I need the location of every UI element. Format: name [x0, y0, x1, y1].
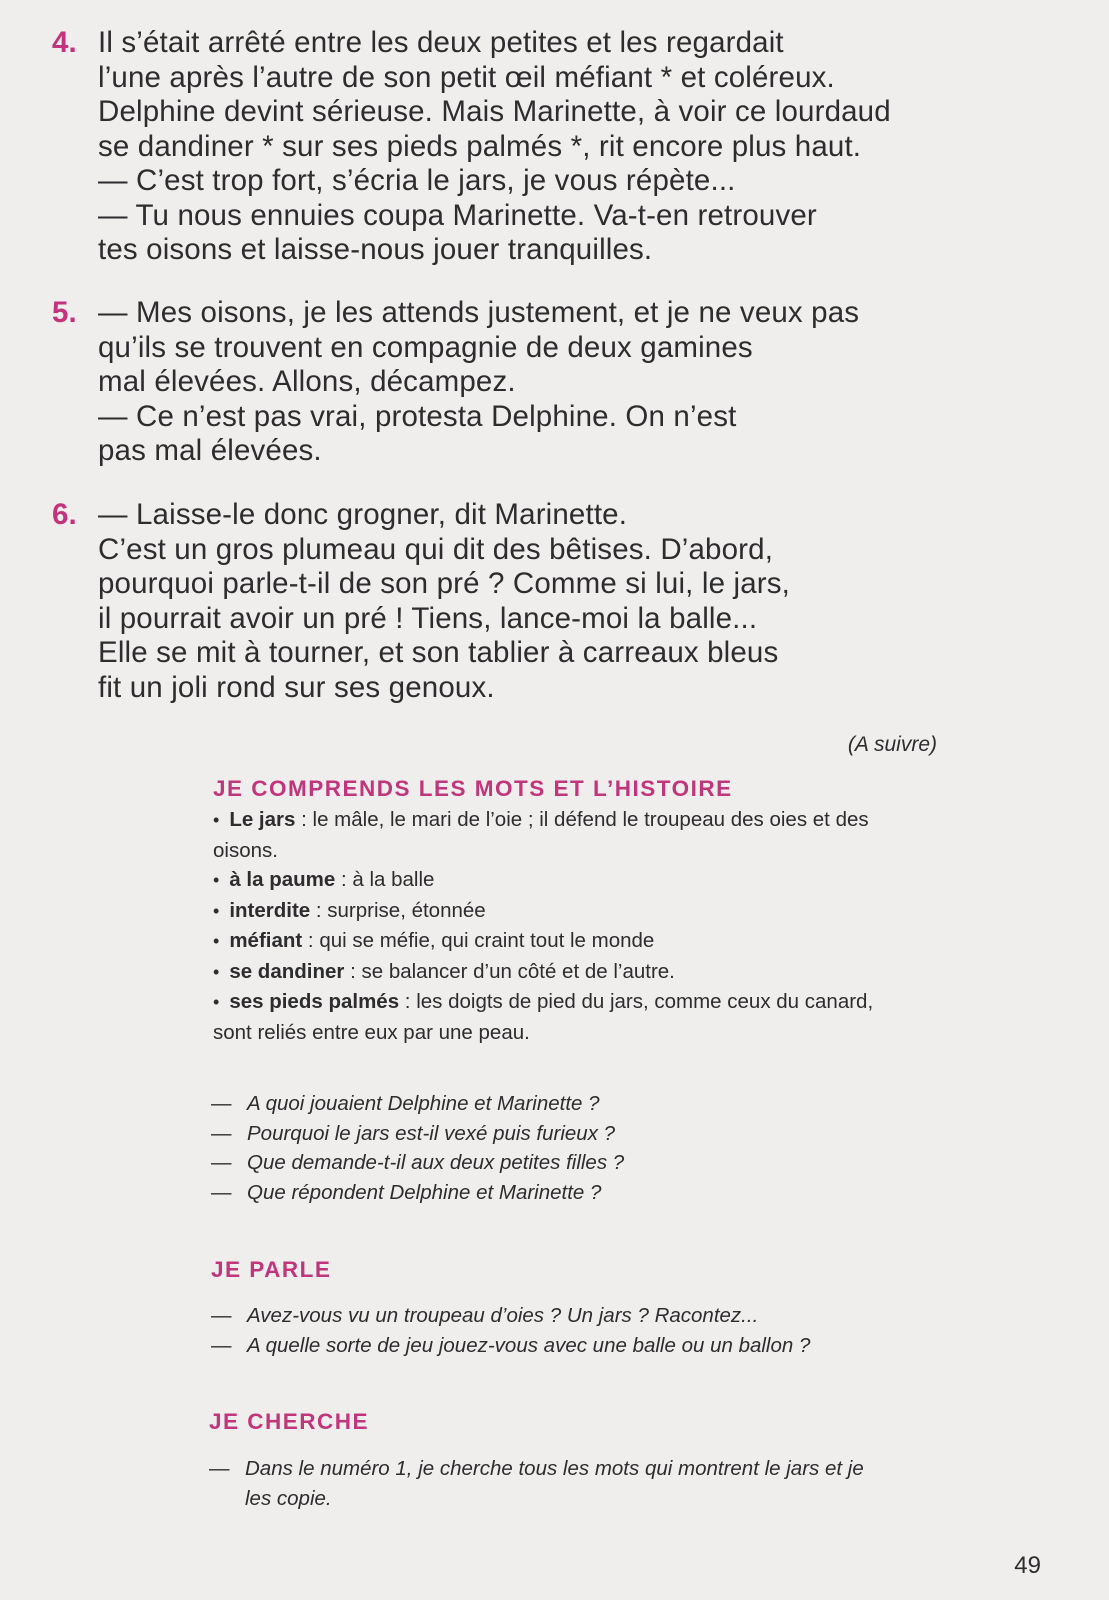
glossary-list [213, 805, 1063, 1047]
glossary-definition: le mâle, le mari de l’oie ; il défend le troupeau des oies et des [312, 808, 869, 831]
paragraph-number: 4. [52, 26, 77, 59]
text-line: fit un joli rond sur ses genoux. [98, 670, 495, 704]
question-text: Dans le numéro 1, je cherche tous les mots qui montrent le jars et je [245, 1457, 864, 1480]
text-line: pourquoi parle-t-il de son pré ? Comme si lui, le jars, [98, 567, 790, 600]
text-line: tes oisons et laisse-nous jouer tranquilles. [98, 233, 653, 266]
question-text: A quoi jouaient Delphine et Marinette ? [247, 1092, 600, 1115]
glossary-definition-cont: sont reliés entre eux par une peau. [213, 1020, 530, 1044]
text-line: l’une après l’autre de son petit œil méfiant * et coléreux. [98, 60, 835, 94]
question-text-cont: les copie. [245, 1486, 332, 1510]
section-heading-comprends: JE COMPRENDS LES MOTS ET L’HISTOIRE [213, 776, 733, 801]
glossary-item [213, 957, 1063, 988]
comprends-questions [211, 1089, 1061, 1207]
glossary-separator: : [295, 808, 313, 831]
glossary-definition: à la balle [352, 868, 435, 891]
glossary-item [213, 896, 1063, 927]
dash-icon: — [211, 1151, 232, 1174]
glossary-separator: : [399, 990, 417, 1013]
text-line: — Ce n’est pas vrai, protesta Delphine. On n’est [98, 399, 737, 433]
glossary-item [213, 805, 1063, 865]
paragraph-6 [52, 498, 1062, 705]
text-line: mal élevées. Allons, décampez. [98, 365, 516, 398]
question-item [211, 1148, 1061, 1178]
glossary-separator: : [335, 868, 353, 891]
question-item [211, 1089, 1061, 1119]
bullet-icon: • [213, 961, 220, 982]
text-line: Delphine devint sérieuse. Mais Marinette, à voir ce lourdaud [98, 95, 891, 128]
glossary-separator: : [310, 898, 328, 922]
paragraph-number: 5. [52, 296, 77, 329]
dash-icon: — [211, 1333, 232, 1357]
glossary-definition: surprise, étonnée [327, 898, 486, 922]
glossary-item [213, 987, 1063, 1047]
cherche-instructions [209, 1454, 1059, 1513]
dash-icon: — [211, 1304, 232, 1327]
text-line: — Mes oisons, je les attends justement, et je ne veux pas [98, 296, 860, 329]
text-line: — C’est trop fort, s’écria le jars, je vous répète... [98, 164, 736, 197]
bullet-icon: • [213, 900, 220, 921]
question-text: Que répondent Delphine et Marinette ? [247, 1180, 602, 1204]
glossary-term: méfiant [229, 929, 303, 952]
question-text: A quelle sorte de jeu jouez-vous avec une balle ou un ballon ? [247, 1333, 811, 1357]
text-line: — Tu nous ennuies coupa Marinette. Va-t-en retrouver [98, 198, 817, 232]
glossary-term: se dandiner [229, 959, 345, 983]
text-line: qu’ils se trouvent en compagnie de deux gamines [98, 330, 753, 364]
glossary-term: interdite [229, 898, 311, 922]
dash-icon: — [209, 1457, 230, 1480]
bullet-icon: • [213, 992, 220, 1012]
parle-questions [211, 1301, 1061, 1360]
text-line: se dandiner * sur ses pieds palmés *, rit encore plus haut. [98, 129, 862, 163]
question-item [211, 1178, 1061, 1208]
glossary-item [213, 926, 1063, 957]
question-item [211, 1331, 1061, 1361]
glossary-term: à la paume [229, 868, 336, 891]
bullet-icon: • [213, 870, 220, 890]
page-number: 49 [1014, 1552, 1041, 1579]
question-text: Avez-vous vu un troupeau d’oies ? Un jars ? Racontez... [247, 1304, 759, 1327]
glossary-term: Le jars [229, 808, 296, 831]
dash-icon: — [211, 1180, 232, 1204]
dash-icon: — [211, 1092, 232, 1115]
text-line: il pourrait avoir un pré ! Tiens, lance-moi la balle... [98, 601, 758, 635]
glossary-definition: se balancer d’un côté et de l’autre. [361, 959, 675, 983]
glossary-definition: qui se méfie, qui craint tout le monde [319, 929, 655, 952]
glossary-separator: : [302, 929, 320, 952]
glossary-definition-cont: oisons. [213, 838, 278, 862]
glossary-term: ses pieds palmés [229, 990, 400, 1013]
a-suivre: (A suivre) [847, 733, 937, 756]
glossary-definition: les doigts de pied du jars, comme ceux du canard, [416, 990, 874, 1013]
question-text: Pourquoi le jars est-il vexé puis furieux ? [247, 1121, 616, 1145]
bullet-icon: • [213, 931, 220, 951]
text-line: — Laisse-le donc grogner, dit Marinette. [98, 498, 628, 531]
section-heading-cherche: JE CHERCHE [209, 1409, 370, 1434]
question-item [211, 1119, 1061, 1149]
text-line: C’est un gros plumeau qui dit des bêtises. D’abord, [98, 532, 774, 566]
section-heading-parle: JE PARLE [211, 1257, 332, 1282]
glossary-item [213, 865, 1063, 896]
dash-icon: — [211, 1121, 232, 1145]
text-line: Elle se mit à tourner, et son tablier à carreaux bleus [98, 636, 779, 669]
text-line: pas mal élevées. [98, 434, 322, 467]
glossary-separator: : [344, 959, 362, 983]
paragraph-number: 6. [52, 498, 77, 531]
question-text: Que demande-t-il aux deux petites filles ? [247, 1151, 625, 1174]
text-line: Il s’était arrêté entre les deux petites et les regardait [98, 26, 784, 59]
question-item [211, 1301, 1061, 1331]
paragraph-5 [52, 296, 1062, 469]
paragraph-4 [52, 26, 1062, 268]
question-item [209, 1454, 1059, 1484]
bullet-icon: • [213, 810, 220, 830]
